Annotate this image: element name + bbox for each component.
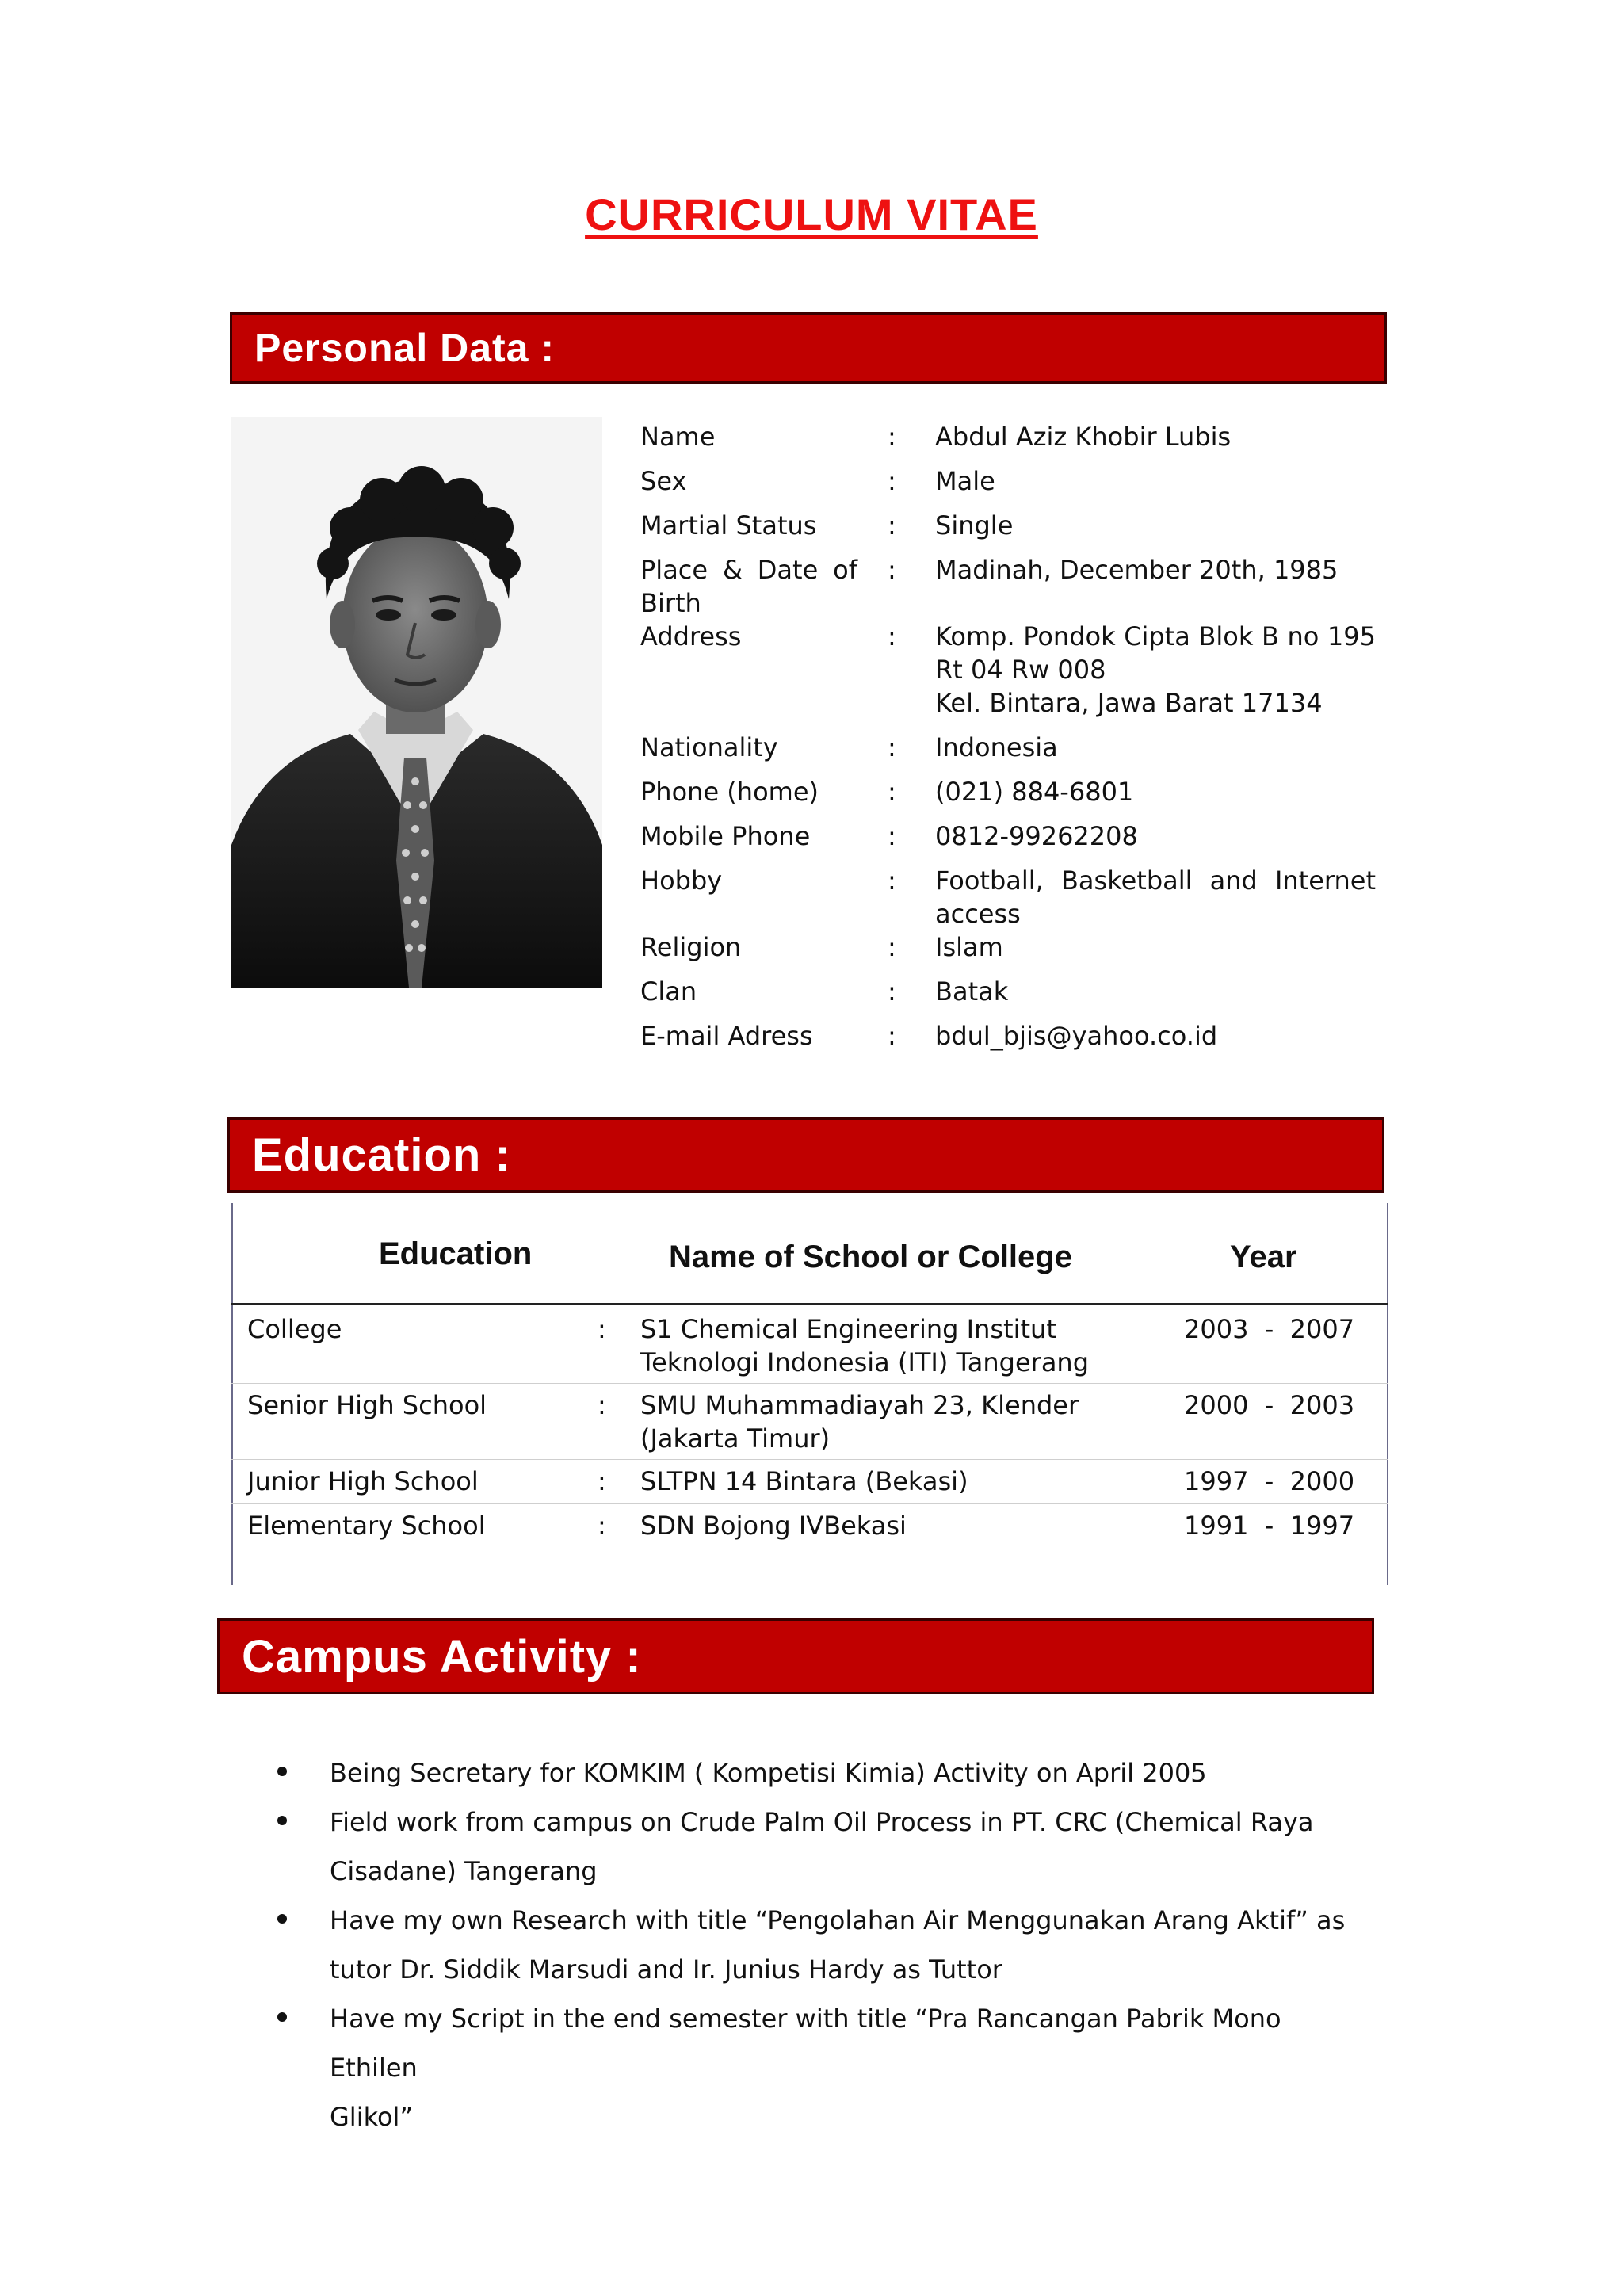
education-school	[640, 1312, 1116, 1379]
personal-data-value-line: Madinah, December 20th, 1985	[935, 555, 1338, 585]
education-school-line: SMU Muhammadiayah 23, Klender	[640, 1390, 1079, 1420]
education-school	[640, 1465, 1116, 1498]
bullet-icon	[277, 2012, 287, 2022]
personal-data-value-line: Football, Basketball and Internet	[935, 865, 1376, 896]
education-header	[227, 1117, 1384, 1193]
personal-data-label: Sex	[640, 466, 687, 496]
education-row-divider	[231, 1459, 1388, 1460]
education-school-line: SLTPN 14 Bintara (Bekasi)	[640, 1466, 968, 1496]
education-table-left-border	[231, 1203, 233, 1585]
education-year: 2003 - 2007	[1184, 1314, 1355, 1344]
education-table-right-border	[1387, 1203, 1388, 1585]
campus-activity-text	[330, 1994, 1376, 2141]
personal-data-colon: :	[888, 821, 896, 851]
education-school-line: SDN Bojong IVBekasi	[640, 1511, 907, 1541]
education-header-label: Education :	[252, 1129, 511, 1181]
personal-data-colon: :	[888, 932, 896, 962]
personal-data-value	[935, 864, 1376, 930]
education-year: 2000 - 2003	[1184, 1390, 1355, 1420]
personal-data-label: Place & Date of Birth	[640, 555, 857, 618]
personal-data-value	[935, 731, 1376, 764]
personal-data-value-line: Male	[935, 466, 995, 496]
personal-data-label: Name	[640, 422, 716, 452]
personal-data-colon: :	[888, 510, 896, 541]
bullet-icon	[277, 1816, 287, 1825]
campus-activity-line: Have my own Research with title “Pengolahan Air Menggunakan Arang Aktif” as	[330, 1905, 1346, 1935]
year-column-header: Year	[1230, 1240, 1297, 1274]
education-header-divider	[231, 1303, 1388, 1305]
personal-data-value	[935, 620, 1376, 720]
personal-data-colon: :	[888, 865, 896, 896]
personal-data-value	[935, 930, 1376, 964]
education-level: Junior High School	[247, 1466, 479, 1496]
personal-data-value-line: Single	[935, 510, 1014, 541]
campus-activity-line: Field work from campus on Crude Palm Oil Process in PT. CRC (Chemical Raya	[330, 1807, 1314, 1837]
personal-data-label: Religion	[640, 932, 742, 962]
education-school	[640, 1389, 1116, 1455]
personal-data-colon: :	[888, 777, 896, 807]
campus-activity-line: Cisadane) Tangerang	[330, 1856, 598, 1886]
education-row-divider	[231, 1383, 1388, 1384]
campus-activity-text	[330, 1797, 1376, 1896]
education-year: 1997 - 2000	[1184, 1466, 1355, 1496]
education-school-line: (Jakarta Timur)	[640, 1423, 831, 1454]
personal-data-label: Clan	[640, 976, 697, 1007]
personal-data-value	[935, 464, 1376, 498]
personal-data-value-line: (021) 884-6801	[935, 777, 1134, 807]
education-colon: :	[598, 1466, 606, 1496]
education-school-line: S1 Chemical Engineering Institut	[640, 1314, 1056, 1344]
education-level: College	[247, 1314, 342, 1344]
personal-data-header-label: Personal Data :	[254, 326, 556, 370]
personal-data-value-line: Rt 04 Rw 008	[935, 655, 1106, 685]
personal-data-value-line: Komp. Pondok Cipta Blok B no 195	[935, 621, 1376, 651]
personal-data-value-line: access	[935, 899, 1021, 929]
campus-activity-line: Have my Script in the end semester with title “Pra Rancangan Pabrik Mono Ethilen	[330, 2004, 1281, 2083]
campus-activity-text	[330, 1896, 1376, 1994]
personal-data-value-line: Indonesia	[935, 732, 1058, 762]
portrait-photo	[231, 417, 602, 988]
education-level: Senior High School	[247, 1390, 487, 1420]
education-column-header: Education	[379, 1236, 533, 1271]
personal-data-colon: :	[888, 1021, 896, 1051]
personal-data-value	[935, 1019, 1376, 1052]
campus-activity-header	[217, 1618, 1374, 1694]
personal-data-colon: :	[888, 976, 896, 1007]
portrait-image	[231, 417, 602, 988]
personal-data-label: Nationality	[640, 732, 778, 762]
personal-data-label: Hobby	[640, 865, 723, 896]
personal-data-label: E-mail Adress	[640, 1021, 813, 1051]
personal-data-value-line: bdul_bjis@yahoo.co.id	[935, 1021, 1218, 1051]
personal-data-colon: :	[888, 466, 896, 496]
personal-data-value	[935, 775, 1376, 808]
campus-activity-header-label: Campus Activity :	[242, 1630, 642, 1683]
personal-data-value-line: Abdul Aziz Khobir Lubis	[935, 422, 1232, 452]
campus-activity-text	[330, 1748, 1376, 1797]
bullet-icon	[277, 1767, 287, 1776]
education-colon: :	[598, 1390, 606, 1420]
personal-data-label: Martial Status	[640, 510, 817, 541]
personal-data-colon: :	[888, 422, 896, 452]
school-column-header: Name of School or College	[669, 1240, 1072, 1274]
education-year: 1991 - 1997	[1184, 1511, 1355, 1541]
education-colon: :	[598, 1314, 606, 1344]
personal-data-label: Mobile Phone	[640, 821, 811, 851]
education-school-line: Teknologi Indonesia (ITI) Tangerang	[640, 1347, 1090, 1377]
personal-data-value	[935, 420, 1376, 453]
personal-data-value	[935, 553, 1376, 586]
campus-activity-line: tutor Dr. Siddik Marsudi and Ir. Junius Hardy as Tuttor	[330, 1954, 1002, 1985]
personal-data-colon: :	[888, 621, 896, 651]
page-title: CURRICULUM VITAE	[585, 189, 1038, 239]
education-row-divider	[231, 1503, 1388, 1504]
education-level: Elementary School	[247, 1511, 486, 1541]
campus-activity-line: Being Secretary for KOMKIM ( Kompetisi Kimia) Activity on April 2005	[330, 1758, 1207, 1788]
bullet-icon	[277, 1914, 287, 1924]
personal-data-header	[230, 312, 1387, 384]
personal-data-value-line: Kel. Bintara, Jawa Barat 17134	[935, 688, 1323, 718]
education-school	[640, 1509, 1116, 1542]
personal-data-colon: :	[888, 555, 896, 585]
personal-data-colon: :	[888, 732, 896, 762]
personal-data-label: Address	[640, 621, 742, 651]
personal-data-value	[935, 819, 1376, 853]
personal-data-label: Phone (home)	[640, 777, 819, 807]
personal-data-value	[935, 975, 1376, 1008]
education-colon: :	[598, 1511, 606, 1541]
personal-data-value	[935, 509, 1376, 542]
campus-activity-line: Glikol”	[330, 2102, 414, 2132]
personal-data-value-line: 0812-99262208	[935, 821, 1138, 851]
personal-data-value-line: Islam	[935, 932, 1003, 962]
personal-data-value-line: Batak	[935, 976, 1009, 1007]
